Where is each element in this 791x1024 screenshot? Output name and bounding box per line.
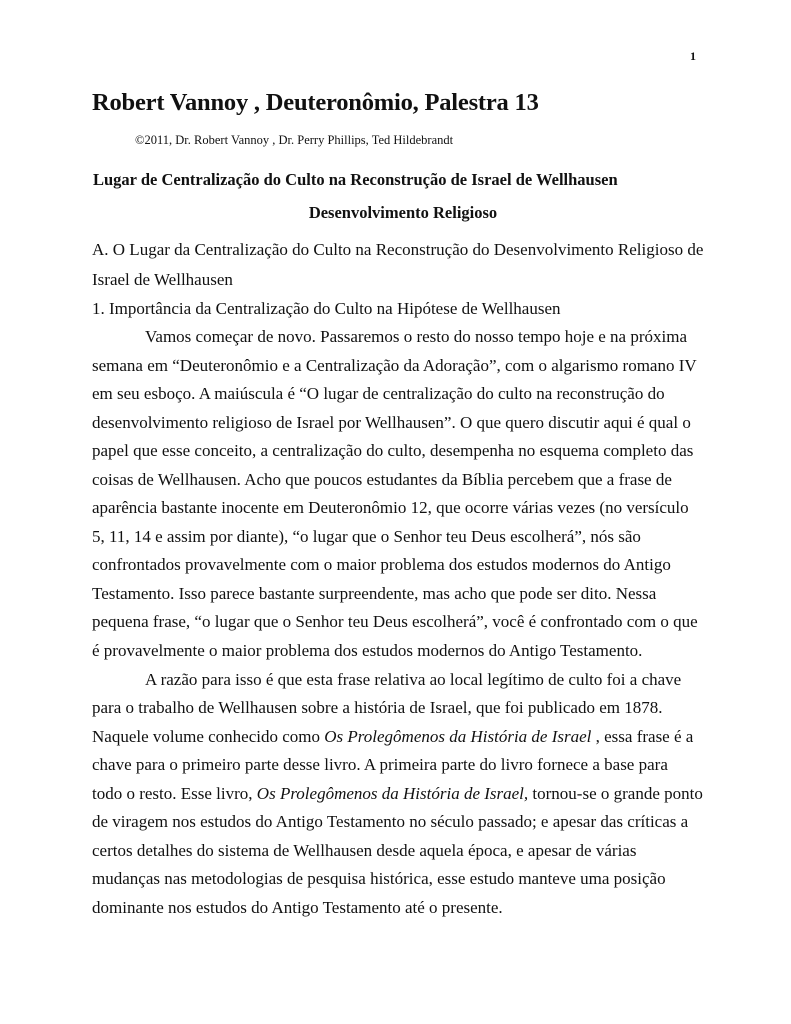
book-title-italic: Os Prolegômenos da História de Israel xyxy=(324,727,592,746)
paragraph2-text: todo o resto. Esse livro, xyxy=(92,784,257,803)
paragraph1-line: aparência bastante inocente em Deuteronômio 12, que ocorre várias vezes (no versículo xyxy=(92,498,689,517)
paragraph2-line: mudanças nas metodologias de pesquisa histórica, esse estudo manteve uma posição xyxy=(92,869,666,888)
book-title-italic: Os Prolegômenos da História de Israel, xyxy=(256,784,529,803)
paragraph2-line: de viragem nos estudos do Antigo Testamento no século passado; e apesar das críticas a xyxy=(92,812,689,831)
paragraph1-line: pequena frase, “o lugar que o Senhor teu Deus escolherá”, você é confrontado com o que xyxy=(92,612,698,631)
paragraph1-line: é provavelmente o maior problema dos estudos modernos do Antigo Testamento. xyxy=(92,641,643,660)
subtitle-line-2: Desenvolvimento Religioso xyxy=(308,203,498,222)
copyright-line: ©2011, Dr. Robert Vannoy , Dr. Perry Phillips, Ted Hildebrandt xyxy=(135,133,454,147)
paragraph2-text: Naquele volume conhecido como xyxy=(92,727,325,746)
paragraph2-text: , essa frase é a xyxy=(591,727,694,746)
paragraph1-line: desenvolvimento religioso de Israel por Wellhausen”. O que quero discutir aqui é qual o xyxy=(92,413,691,432)
paragraph1-line: confrontados provavelmente com o maior problema dos estudos modernos do Antigo xyxy=(92,555,671,574)
paragraph1-line: Testamento. Isso parece bastante surpreendente, mas acho que pode ser dito. Nessa xyxy=(92,584,657,603)
paragraph2-line xyxy=(92,784,703,804)
page-number: 1 xyxy=(690,49,696,63)
paragraph1-line: semana em “Deuteronômio e a Centralização da Adoração”, com o algarismo romano IV xyxy=(92,356,697,375)
paragraph2-line: certos detalhes do sistema de Wellhausen desde aquela época, e apesar de várias xyxy=(92,841,637,860)
paragraph1-line: 5, 11, 14 e assim por diante), “o lugar que o Senhor teu Deus escolherá”, nós são xyxy=(92,527,641,546)
paragraph1-line: Vamos começar de novo. Passaremos o resto do nosso tempo hoje e na próxima xyxy=(145,327,687,346)
paragraph2-line: dominante nos estudos do Antigo Testamento até o presente. xyxy=(92,898,503,917)
paragraph1-line: em seu esboço. A maiúscula é “O lugar de centralização do culto na reconstrução do xyxy=(92,384,665,403)
lecture-title: Robert Vannoy , Deuteronômio, Palestra 13 xyxy=(92,89,539,116)
section-1-heading: 1. Importância da Centralização do Culto na Hipótese de Wellhausen xyxy=(92,299,561,318)
paragraph2-line: para o trabalho de Wellhausen sobre a história de Israel, que foi publicado em 1878. xyxy=(92,698,663,717)
subtitle-line-1: Lugar de Centralização do Culto na Reconstrução de Israel de Wellhausen xyxy=(93,170,618,189)
paragraph2-text: tornou-se o grande ponto xyxy=(528,784,703,803)
paragraph2-line: A razão para isso é que esta frase relativa ao local legítimo de culto foi a chave xyxy=(145,670,682,689)
paragraph2-line xyxy=(92,727,693,747)
section-a-heading-line-2: Israel de Wellhausen xyxy=(92,270,233,289)
paragraph1-line: papel que esse conceito, a centralização do culto, desempenha no esquema completo das xyxy=(92,441,694,460)
section-a-heading-line-1: A. O Lugar da Centralização do Culto na Reconstrução do Desenvolvimento Religioso de xyxy=(92,240,704,259)
paragraph2-line: chave para o primeiro parte desse livro. A primeira parte do livro fornece a base para xyxy=(92,755,668,774)
paragraph1-line: coisas de Wellhausen. Acho que poucos estudantes da Bíblia percebem que a frase de xyxy=(92,470,672,489)
